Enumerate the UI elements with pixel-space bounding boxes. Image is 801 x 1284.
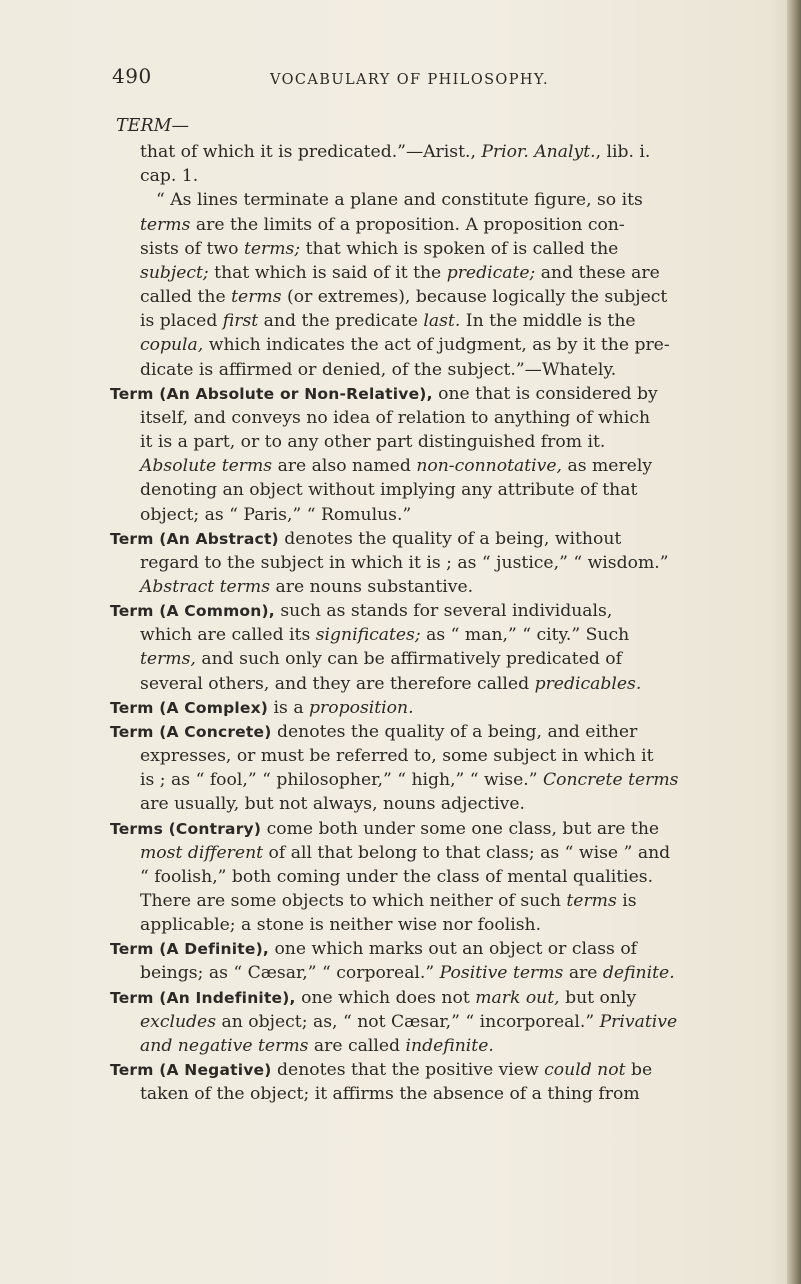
text-run: as merely <box>561 456 653 477</box>
dictionary-entry <box>110 527 758 599</box>
text-line <box>110 937 758 961</box>
text-run: , lib. i. <box>595 142 651 163</box>
text-run: object; as “ Paris,” “ Romulus.” <box>140 504 412 525</box>
text-run: is ; as “ fool,” “ philosopher,” “ high,” “ wise.” <box>140 770 543 791</box>
intro-paragraph <box>110 140 758 382</box>
text-run: be <box>625 1060 653 1081</box>
text-line <box>110 1010 758 1034</box>
text-line <box>110 527 758 551</box>
text-run: that which is spoken of is called the <box>300 238 619 259</box>
page-header <box>0 64 801 94</box>
entry-term: Term (An Abstract) <box>110 529 279 548</box>
italic-text: last. <box>423 311 461 332</box>
text-run: one that is considered by <box>432 383 658 404</box>
text-line <box>110 599 758 623</box>
text-line <box>110 213 758 237</box>
italic-text: subject; <box>140 262 209 283</box>
entry-term: Term (A Concrete) <box>110 722 272 741</box>
italic-text: terms <box>566 891 617 911</box>
italic-text: could not <box>544 1060 626 1081</box>
text-run: is <box>616 891 637 911</box>
text-line <box>110 672 758 696</box>
page-edge <box>787 0 801 1284</box>
text-run: itself, and conveys no idea of relation to anything of which <box>140 407 651 428</box>
italic-text: mark out, <box>475 987 560 1008</box>
dictionary-entry <box>110 1058 758 1106</box>
text-line <box>110 164 758 188</box>
text-run: one which does not <box>295 987 476 1008</box>
italic-text: terms; <box>243 238 301 259</box>
text-line <box>110 140 758 164</box>
text-run: taken of the object; it affirms the absence of a thing from <box>140 1084 640 1105</box>
running-head: VOCABULARY OF PHILOSOPHY. <box>270 72 550 88</box>
text-line <box>110 744 758 768</box>
text-run: “ foolish,” both coming under the class of mental qualities. <box>140 866 654 887</box>
text-line <box>110 430 758 454</box>
text-run: several others, and they are therefore called <box>140 673 535 694</box>
text-line <box>110 841 758 865</box>
text-run: denoting an object without implying any attribute of that <box>140 480 638 501</box>
italic-text: Absolute terms <box>140 456 273 477</box>
text-line <box>110 309 758 333</box>
italic-text: most different <box>140 842 264 863</box>
italic-text: excludes <box>140 1011 217 1032</box>
text-run: denotes the quality of a being, and either <box>271 721 638 742</box>
dictionary-entry <box>110 696 758 720</box>
text-run: is a <box>268 697 310 718</box>
text-run: There are some objects to which neither of such <box>140 891 567 911</box>
text-line <box>110 285 758 309</box>
text-run: sists of two <box>140 238 244 259</box>
text-run: denotes the quality of a being, without <box>278 528 622 549</box>
text-run: applicable; a stone is neither wise nor foolish. <box>140 915 542 936</box>
dictionary-entry <box>110 720 758 817</box>
italic-text: proposition. <box>309 697 414 718</box>
dictionary-entry <box>110 986 758 1058</box>
text-run: that which is said of it the <box>208 262 447 283</box>
entry-term: Term (A Definite), <box>110 940 269 959</box>
text-run: are <box>563 963 603 984</box>
text-line <box>110 406 758 430</box>
text-line <box>110 188 758 212</box>
text-run: called the <box>140 287 232 308</box>
text-line <box>110 551 758 575</box>
text-run: that of which it is predicated.”—Arist., <box>140 142 482 163</box>
italic-text: definite. <box>602 963 675 984</box>
text-run: are called <box>308 1035 406 1056</box>
text-line <box>110 865 758 889</box>
text-line <box>110 961 758 985</box>
text-line <box>110 1058 758 1082</box>
text-run: is placed <box>140 311 223 332</box>
italic-text: predicables. <box>534 673 642 694</box>
text-line <box>110 647 758 671</box>
text-line <box>110 768 758 792</box>
entry-term: Term (An Indefinite), <box>110 988 296 1007</box>
text-run: regard to the subject in which it is ; as “ justice,” “ wisdom.” <box>140 552 669 573</box>
text-run: an object; as, “ not Cæsar,” “ incorporeal.” <box>216 1011 600 1032</box>
text-line <box>110 575 758 599</box>
text-line <box>110 913 758 937</box>
text-run: but only <box>559 987 637 1008</box>
italic-text: indefinite. <box>405 1035 494 1056</box>
text-line <box>110 1082 758 1106</box>
text-line <box>110 333 758 357</box>
text-run: one which marks out an object or class of <box>268 939 638 960</box>
page-number: 490 <box>112 64 152 88</box>
entry-term: Term (A Negative) <box>110 1061 272 1080</box>
dictionary-entry <box>110 382 758 527</box>
text-run: beings; as “ Cæsar,” “ corporeal.” <box>140 963 440 984</box>
text-line <box>110 889 758 913</box>
text-run: are also named <box>272 456 417 477</box>
text-line <box>110 986 758 1010</box>
text-run: come both under some one class, but are the <box>261 818 660 839</box>
entry-term: Term (A Common), <box>110 602 275 621</box>
entries-list <box>110 382 758 1107</box>
dictionary-entry <box>110 599 758 696</box>
text-line <box>110 261 758 285</box>
text-run: “ As lines terminate a plane and constitute figure, so its <box>156 190 643 211</box>
italic-text: predicate; <box>446 262 536 283</box>
text-line <box>110 454 758 478</box>
text-line <box>110 623 758 647</box>
text-line <box>110 696 758 720</box>
section-heading: TERM— <box>116 116 190 136</box>
text-run: of all that belong to that class; as “ wise ” and <box>263 842 671 863</box>
text-line <box>110 478 758 502</box>
italic-text: Concrete terms <box>542 770 679 791</box>
text-line <box>110 358 758 382</box>
entry-term: Term (A Complex) <box>110 698 269 717</box>
italic-text: and negative terms <box>140 1035 309 1056</box>
text-run: expresses, or must be referred to, some subject in which it <box>140 746 654 767</box>
italic-text: Privative <box>599 1011 678 1032</box>
text-run: which are called its <box>140 625 316 646</box>
text-run: denotes that the positive view <box>271 1060 545 1081</box>
text-run: are usually, but not always, nouns adjective. <box>140 794 526 815</box>
italic-text: significates; <box>315 625 421 646</box>
text-line <box>110 817 758 841</box>
text-line <box>110 382 758 406</box>
italic-text: Prior. Analyt. <box>481 142 596 163</box>
text-run: it is a part, or to any other part distinguished from it. <box>140 432 606 453</box>
dictionary-entry <box>110 937 758 985</box>
italic-text: terms <box>231 287 282 308</box>
italic-text: copula, <box>140 335 204 356</box>
text-run: and these are <box>535 262 660 283</box>
text-run: dicate is affirmed or denied, of the subject.”—Whately. <box>140 359 617 380</box>
entry-term: Term (An Absolute or Non-Relative), <box>110 384 433 403</box>
text-run: are nouns substantive. <box>270 576 474 597</box>
text-run: and such only can be affirmatively predicated of <box>195 649 623 670</box>
text-run: which indicates the act of judgment, as by it the pre- <box>203 335 670 356</box>
text-line <box>110 503 758 527</box>
text-run: and the predicate <box>258 311 424 332</box>
dictionary-entry <box>110 817 758 938</box>
italic-text: non-connotative, <box>416 456 562 477</box>
text-run: are the limits of a proposition. A proposition con- <box>190 214 625 235</box>
text-line <box>110 792 758 816</box>
entry-term: Terms (Contrary) <box>110 819 262 838</box>
italic-text: first <box>222 311 259 332</box>
italic-text: terms, <box>140 649 196 670</box>
text-run: cap. 1. <box>140 166 199 187</box>
italic-text: terms <box>140 214 191 235</box>
italic-text: Positive terms <box>439 963 564 984</box>
text-run: In the middle is the <box>460 311 636 332</box>
text-run: such as stands for several individuals, <box>274 601 613 622</box>
text-line <box>110 237 758 261</box>
italic-text: Abstract terms <box>140 576 271 597</box>
text-line <box>110 1034 758 1058</box>
text-run: (or extremes), because logically the subject <box>281 287 668 308</box>
text-run: as “ man,” “ city.” Such <box>420 625 630 646</box>
page-body <box>110 114 758 1106</box>
text-line <box>110 720 758 744</box>
